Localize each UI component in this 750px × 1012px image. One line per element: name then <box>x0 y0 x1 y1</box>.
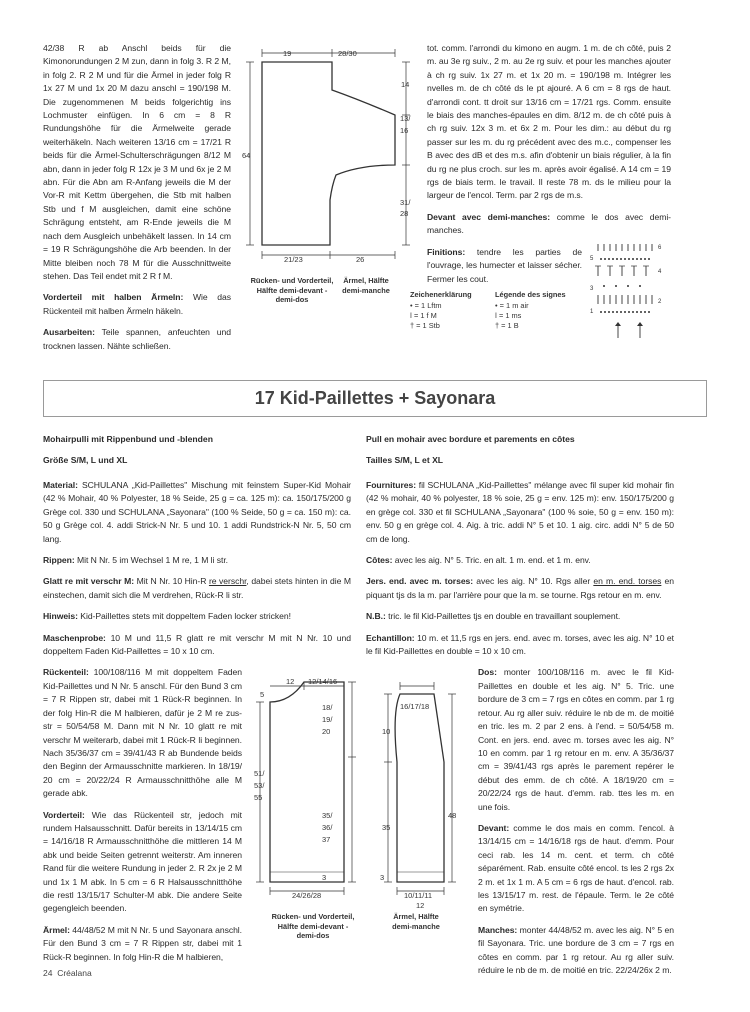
double-crochet-icon: † <box>495 321 502 330</box>
text: comme le dos avec demi-manches. <box>427 211 671 236</box>
heading: Devant: <box>478 822 510 833</box>
dim-label: 18/ <box>322 703 333 712</box>
brand-name: Créalana <box>57 968 92 978</box>
dim-label: 19/ <box>322 715 333 724</box>
dim-label: 13/ <box>400 114 411 123</box>
paragraph <box>427 211 671 238</box>
underlined-text: re verschr <box>208 576 247 587</box>
dim-label: 3 <box>380 873 385 882</box>
text: Teile spannen, anfeuchten und trocknen lassen. Nähte schließen. <box>43 327 231 351</box>
dim-label: 12/14/16 <box>308 677 338 686</box>
legend-row <box>495 301 575 311</box>
dim-label: 19 <box>283 49 292 58</box>
heading: Jers. end. avec m. torses: <box>366 576 474 587</box>
dim-label: 12 <box>286 677 295 686</box>
dim-label: 37 <box>322 835 331 844</box>
dim-label: 31/ <box>400 198 411 207</box>
dim-label: 28 <box>400 209 409 218</box>
text: monter 100/108/116 m. avec le fil Kid-Paillettes en double et les aig. N° 5. Tric. une bordure de 3 cm = 7 rgs en côtes en comm. par 1 rg retour. Au rg aller suiv. réduire le nb de m. de moitié en tric. les m. 2 par 2 ens. à l'end. = 50/54/58 m. Cont. en jers. end. avec m. torses avec les aig. N° 10 en comm. par 1 rg retour en m. env. A 35/36/37 cm = 39/41/43 rgs après le parement repérer le début des emm. de ch côté. A 18/19/20 cm = 20/22/24 rgs de haut. d'emm. rab. ttes les m. en une fois. <box>478 667 674 812</box>
dim-label: 35/ <box>322 811 333 820</box>
single-crochet-icon: ǀ <box>410 311 414 320</box>
dim-label: 51/ <box>254 769 265 778</box>
heading: Echantillon: <box>366 632 415 643</box>
paragraph <box>43 632 351 659</box>
dim-label: 14 <box>401 80 410 89</box>
text: Wie das Rückenteil mit halben Ärmeln häkeln. <box>43 292 231 316</box>
paragraph <box>43 610 351 623</box>
sizes-heading: Größe S/M, L und XL <box>43 455 128 465</box>
heading: Vorderteil: <box>43 809 85 820</box>
text: Mit N Nr. 10 Hin-R <box>134 576 209 587</box>
text: , dabei stets hinten in die M einstechen, damit sich die M verdrehen, Rück-R li str. <box>43 576 351 600</box>
text: 100/108/116 M mit doppeltem Faden Kid-Paillettes und N Nr. 5 anschl. Für den Bund 3 cm = 7 R Rippen str, dabei mit 1 Rück-R beginnen. In der folg Hin-R die M halbieren, dafür je 2 M re zus-str = 50/54/58 M. Dann mit N Nr. 10 glatt re mit verschr M weiterarb, dabei mit 1 Rück-R li beginnen. Nach 35/36/37 cm = 39/41/43 R ab Bundende beids den Beginn der Armausschnitte markieren. In 18/19/ 20 cm = 20/22/24 R Armausschnitthöhe alle M gerade abk. <box>43 667 242 799</box>
row-label: 2 <box>658 299 662 305</box>
paragraph <box>366 575 674 602</box>
sweater-schematic <box>252 672 472 912</box>
heading: Material: <box>43 480 78 490</box>
legend-row <box>410 311 490 321</box>
heading: Devant avec demi-manches: <box>427 211 551 222</box>
paragraph <box>478 666 674 813</box>
text: tric. le fil Kid-Paillettes tjs en double en travaillant souplement. <box>385 611 621 622</box>
heading: N.B.: <box>366 611 386 622</box>
heading: Fournitures: <box>366 480 417 490</box>
dim-label: 28/30 <box>338 49 357 58</box>
text: 10 m. et 11,5 rgs en jers. end. avec m. torses, avec les aig. N° 10 et le fil Kid-Paillettes en double = 10 x 10 cm. <box>366 632 674 657</box>
dim-label: 16 <box>400 126 409 135</box>
legend-label: = 1 Stb <box>416 321 440 330</box>
legend-label: = 1 B <box>501 321 519 330</box>
dim-label: 64 <box>242 151 251 160</box>
legend-title: Légende des signes <box>495 290 566 299</box>
legend-row <box>495 321 575 331</box>
schematic-caption: Ärmel, Hälfte demi-manche <box>342 276 390 295</box>
sizes-heading: Tailles S/M, L et XL <box>366 455 444 465</box>
paragraph <box>43 666 242 800</box>
dim-label: 36/ <box>322 823 333 832</box>
text: avec les aig. N° 10. Rgs aller <box>473 576 594 587</box>
text: avec les aig. N° 5. Tric. en alt. 1 m. end. et 1 m. env. <box>392 555 591 566</box>
row-label: 6 <box>658 245 662 251</box>
paragraph <box>427 246 582 286</box>
pattern-title: Mohairpulli mit Rippenbund und -blenden <box>43 434 213 444</box>
dim-label: 48 <box>448 811 457 820</box>
single-crochet-icon: ǀ <box>495 311 499 320</box>
dim-label: 20 <box>322 727 331 736</box>
heading: Dos: <box>478 667 497 678</box>
double-crochet-icon: † <box>410 321 417 330</box>
text: tendre les parties de l'ouvrage, les humecter et laisser sécher. Fermer les cout. <box>427 246 582 284</box>
heading: Finitions: <box>427 246 466 257</box>
paragraph <box>366 479 674 546</box>
underlined-text: en m. end. torses <box>593 576 662 587</box>
dim-label: 26 <box>356 255 365 264</box>
text: comme le dos mais en comm. l'encol. à 13/14/15 cm = 14/16/18 rgs de haut. d'emm. Pour ceci rab. les 14 m. cent. et term. ch côté séparément. Rab. ensuite côté encol. ts les 2 rgs 2x 2 m. et 1x 1 m. A 5 cm = 6 rgs de haut. d'encol. rab. les 13/15/17 m. rest. de l'épaule. Term. le 2e côté en symétrie. <box>478 822 674 914</box>
text: fil SCHULANA „Kid-Paillettes" mélange avec fil super kid mohair fin (42 % mohair, 40 % polyester, 18 % soie, 25 g = env. 125 m): env. 150/175/200 g en grège col. 330 et fil SCHULANA „Sayonara" (100 % soie, 50 g = env. 150 m): env. 50 g en grège col. 4. Aig. à tric. addi N° 5 et 10. 1 aig. circ. addi N° 5 de 50 cm de long. <box>366 480 674 544</box>
heading: Ausarbeiten: <box>43 327 95 338</box>
paragraph <box>43 554 351 567</box>
paragraph <box>366 610 674 623</box>
legend-label: = 1 ms <box>498 311 522 320</box>
dim-label: 12 <box>416 901 425 910</box>
heading: Côtes: <box>366 555 393 566</box>
page-number: 24 <box>43 968 53 978</box>
top-left-column <box>43 42 231 361</box>
schematic-caption: Rücken- und Vorderteil, Hälfte demi-devant - demi-dos <box>271 912 355 940</box>
heading: Rippen: <box>43 555 75 566</box>
paragraph <box>43 479 351 546</box>
page-footer <box>43 968 92 978</box>
section-banner: 17 Kid-Paillettes + Sayonara <box>43 380 707 417</box>
schematic-caption: Ärmel, Hälfte demi-manche <box>392 912 440 931</box>
legend-row <box>410 321 490 331</box>
schematic-caption: Rücken- und Vorderteil, Hälfte demi-devant - demi-dos <box>250 276 334 304</box>
paragraph: 42/38 R ab Anschl beids für die Kimonorundungen 2 M zun, dann in folg 3. R 2 M, in folg 2. R 2 M und für die Ärmel in jeder folg R 1x 27 M und 1x 20 M dazu anschl = 190/198 M. Die zugenommenen M beids folgerichtig ins Lochmuster einfügen. In 6 cm = 8 R Rundungshöhe für die Ärmelweite gerade weiterhäkeln. Nach weiteren 13/16 cm = 17/21 R beids für die Ärmel-Schulterschrägungen 8/12 M abn, dann in jeder folg R 12x je 3 M und 6x je 2 M abn. Für die Abn am R-Anfang jeweils die M der Vor-R mit Kettm übergehen, die Stb mit halben Stb und f M ausgleichen, damit eine schöne Schrägung entsteht, am R-Ende jeweils die M nach dem Ausgleich unbehäkelt lassen. In 14 cm = 19 R Schrägungshöhe die Arb beenden. In der Mitte bleiben noch 78 M für die Ausschnittweite stehen. Das Teil endet mit 2 R f M. <box>43 43 231 281</box>
paragraph <box>43 575 351 602</box>
paragraph <box>43 924 242 964</box>
text: Kid-Paillettes stets mit doppeltem Faden locker stricken! <box>77 611 291 622</box>
dim-label: 24/26/28 <box>292 891 322 900</box>
paragraph <box>43 326 231 353</box>
french-body <box>478 666 674 977</box>
dim-label: 3 <box>322 873 327 882</box>
heading: Maschenprobe: <box>43 632 106 643</box>
text: en piquant tjs ds la m. par l'arrière pour que la m. se tourne. Rgs retour en m. env. <box>366 576 674 600</box>
paragraph: tot. comm. l'arrondi du kimono en augm. 1 m. de ch côté, puis 2 m. au 3e rg suiv., 2 m. au 2e rg suiv. et pour les manches ajouter à ch rg suiv. 1x 27 m. et 1x 20 m. = 190/198 m. Intégrer les nvelles m. de ch côté ds le pt ajouré. A 6 cm = 8 rgs de haut. d'arrondi cont. tt droit sur 13/16 cm = 17/21 rgs. Comm. ensuite le biais des manches-épaules en dim. 8/12 m. de ch côté puis à ch rg suiv. 12x 3 m. et 6x 2 m. Pour les dim.: au début du rg passer sur les m. du rg précédent avec des m.c., compenser les B avec des dB et des m.s. afin d'obtenir un biais régulier, à la fin du rg ne plus croch. sur les m. après avoir égalisé. A 14 cm = 19 rgs de biais term. le travail. Il reste 78 m. ds le milieu pour la largeur de l'encol. Term. par 2 rgs de m.s. <box>427 43 671 201</box>
paragraph <box>43 809 242 916</box>
heading: Vorderteil mit halben Ärmeln: <box>43 292 184 303</box>
row-label: 1 <box>590 309 594 315</box>
heading: Manches: <box>478 924 518 935</box>
dim-label: 35 <box>382 823 391 832</box>
text: monter 44/48/52 m. avec les aig. N° 5 en fil Sayonara. Tric. une bordure de 3 cm = 7 rgs en côtes en comm. par 1 rg retour. Au rg aller suiv. réduire le nb de m. de moitié en tric. 22/24/26x 2 m. <box>478 924 674 975</box>
chain-icon: • <box>495 301 500 310</box>
heading: Hinweis: <box>43 611 78 622</box>
row-label: 3 <box>590 286 594 292</box>
legend-fr <box>495 290 575 331</box>
text: Wie das Rückenteil str, jedoch mit rundem Halsausschnitt. Dafür bereits in 13/14/15 cm = 14/16/18 R Armausschnitthöhe die mittleren 14 M abk und beide Seiten getrennt weiterstr. Am inneren Rand für die weitere Rundung in jeder 2. R 2x je 2 M und 1x 1 M abk. In 5 cm = 6 R Halsausschnitthöhe die restl 13/15/17 Schulter-M abk. Die andere Seite gegengleich beenden. <box>43 809 242 914</box>
chain-icon: • <box>410 301 415 310</box>
dim-label: 10 <box>382 727 391 736</box>
dim-label: 10/11/11 <box>404 891 433 900</box>
row-label: 5 <box>590 256 594 262</box>
text: 44/48/52 M mit N Nr. 5 und Sayonara anschl. Für den Bund 3 cm = 7 R Rippen str, dabei mit 1 Rück-R beginnen. In folg Hin-R die M halbieren, <box>43 924 242 962</box>
dim-label: 53/ <box>254 781 265 790</box>
kimono-schematic <box>240 45 420 275</box>
heading: Ärmel: <box>43 924 70 935</box>
paragraph <box>478 924 674 978</box>
text: Mit N Nr. 5 im Wechsel 1 M re, 1 M li str. <box>74 555 229 566</box>
dim-label: 55 <box>254 793 263 802</box>
legend-title: Zeichenerklärung <box>410 290 472 299</box>
top-right-column <box>427 42 671 294</box>
pattern-title: Pull en mohair avec bordure et parements en côtes <box>366 434 575 444</box>
legend-row <box>495 311 575 321</box>
legend-label: = 1 m air <box>499 301 529 310</box>
heading: Glatt re mit verschr M: <box>43 576 135 587</box>
legend-row <box>410 301 490 311</box>
legend-label: = 1 Lftm <box>414 301 442 310</box>
dim-label: 16/17/18 <box>400 702 430 711</box>
text: 10 M und 11,5 R glatt re mit verschr M mit N Nr. 10 und doppeltem Faden Kid-Paillettes = 10 x 10 cm. <box>43 632 351 657</box>
dim-label: 21/23 <box>284 255 303 264</box>
paragraph <box>366 632 674 659</box>
paragraph <box>478 822 674 916</box>
paragraph <box>43 291 231 318</box>
text: SCHULANA „Kid-Paillettes" Mischung mit feinstem Super-Kid Mohair (42 % Mohair, 40 % Polyester, 18 % Seide, 25 g = ca. 125 m): ca. 150/175/200 g Grège col. 330 und SCHULANA „Sayonara" (100 % Seide, 50 g = ca. 150 m): ca. 50 g Grège col. 4. addi Strick-N Nr. 5 und 10. 1 addi Rundstrick-N Nr. 5, 50 cm lang. <box>43 480 351 544</box>
row-label: 4 <box>658 269 662 275</box>
legend-de <box>410 290 490 331</box>
legend-label: = 1 f M <box>413 311 437 320</box>
dim-label: 5 <box>260 690 265 699</box>
paragraph <box>366 554 674 567</box>
heading: Rückenteil: <box>43 667 89 678</box>
